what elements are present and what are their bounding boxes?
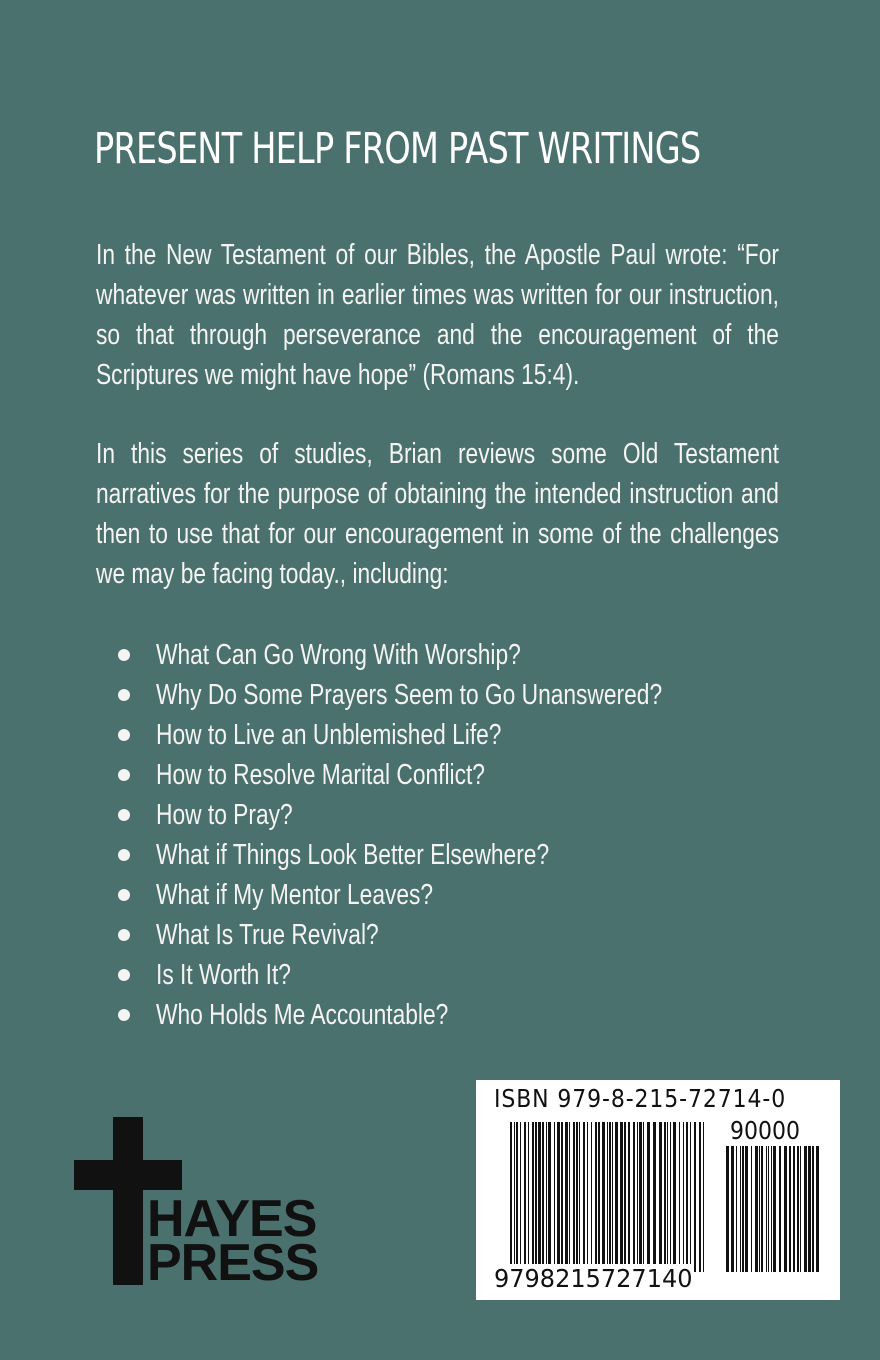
barcode-digits: 9798215727140	[494, 1264, 693, 1293]
isbn-barcode	[476, 1080, 840, 1300]
publisher-name-line2: PRESS	[147, 1234, 319, 1292]
publisher-name-line1: HAYES	[147, 1190, 317, 1248]
bullet-icon	[118, 849, 130, 861]
topic-label: How to Pray?	[156, 799, 293, 831]
topic-label: How to Live an Unblemished Life?	[156, 719, 502, 751]
bullet-icon	[118, 729, 130, 741]
topic-label: What if My Mentor Leaves?	[156, 879, 434, 911]
topic-label: Why Do Some Prayers Seem to Go Unanswered?	[156, 679, 663, 711]
topic-label: What if Things Look Better Elsewhere?	[156, 839, 550, 871]
series-paragraph: In this series of studies, Brian reviews some Old Testament narratives for the purpose of obtaining the intended instruction and then to use that for our encouragement in some of the challenges we may be facing today., including:	[96, 438, 779, 590]
bullet-icon	[118, 689, 130, 701]
bullet-icon	[118, 889, 130, 901]
bullet-icon	[118, 1009, 130, 1021]
isbn-label: ISBN 979-8-215-72714-0	[494, 1084, 787, 1113]
topic-label: Is It Worth It?	[156, 959, 291, 991]
barcode-addon-bars	[726, 1146, 822, 1272]
topic-label: What Can Go Wrong With Worship?	[156, 639, 521, 671]
bullet-icon	[118, 649, 130, 661]
bullet-icon	[118, 929, 130, 941]
publisher-logo	[74, 1117, 319, 1292]
topic-label: Who Holds Me Accountable?	[156, 999, 449, 1031]
topic-label: How to Resolve Marital Conflict?	[156, 759, 485, 791]
intro-paragraph: In the New Testament of our Bibles, the Apostle Paul wrote: “For whatever was written in earlier times was written for our instruction, so that through perseverance and the encouragement of the Scriptures we might have hope” (Romans 15:4).	[96, 239, 779, 391]
price-code: 90000	[730, 1116, 800, 1145]
topic-label: What Is True Revival?	[156, 919, 379, 951]
barcode-main-bars	[510, 1122, 706, 1272]
bullet-icon	[118, 809, 130, 821]
bullet-icon	[118, 769, 130, 781]
book-title: PRESENT HELP FROM PAST WRITINGS	[94, 124, 701, 174]
bullet-icon	[118, 969, 130, 981]
